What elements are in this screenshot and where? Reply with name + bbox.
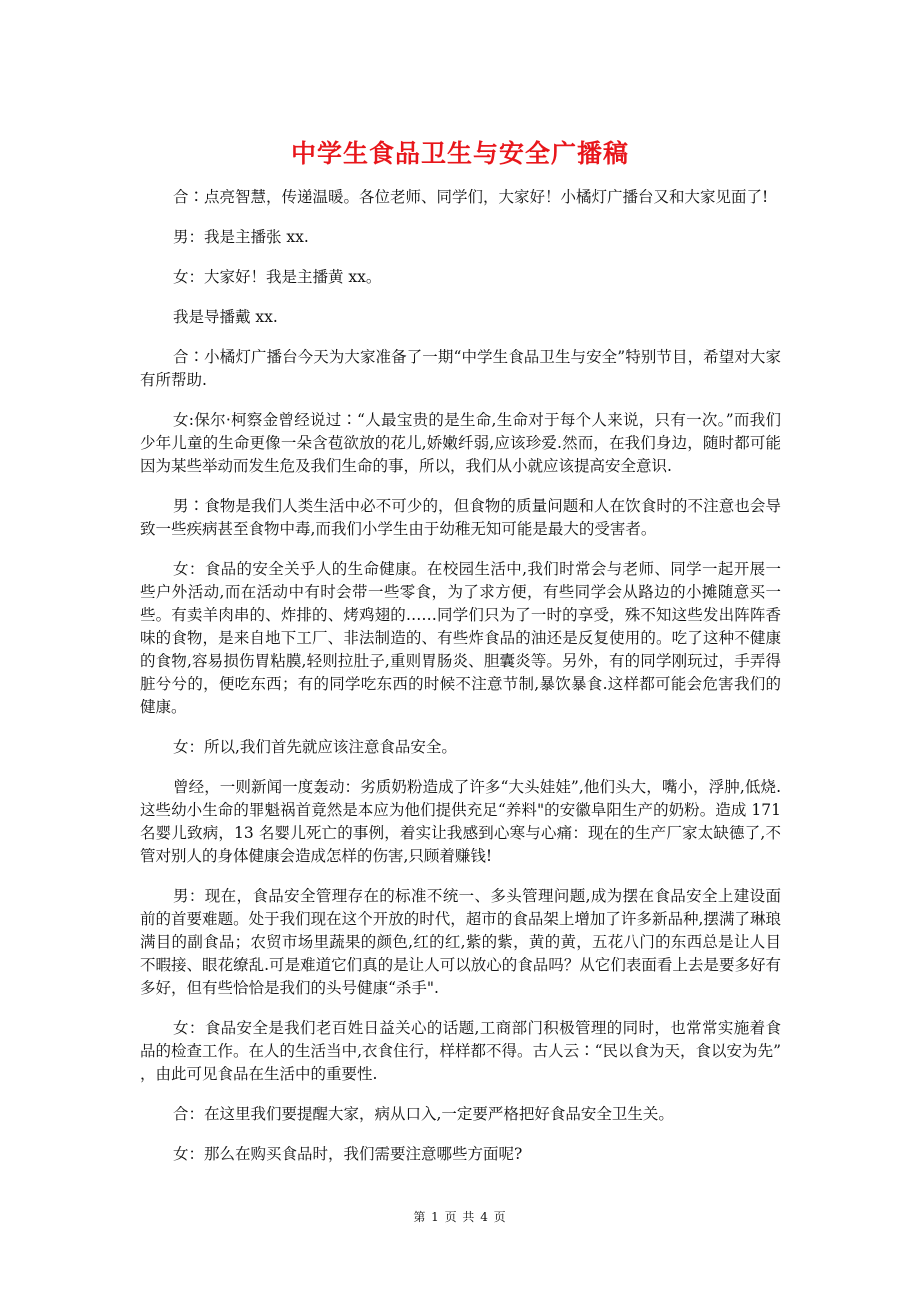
paragraph: 男：现在，食品安全管理存在的标准不统一、多头管理问题,成为摆在食品安全上建设面前的首要难题。处于我们现在这个开放的时代，超市的食品架上增加了许多新品种,摆满了琳琅满目的副食品；农贸市场里蔬果的颜色,红的红,紫的紫，黄的黄，五花八门的东西总是让人目不暇接、眼花缭乱.可是难道它们真的是让人可以放心的食品吗？从它们表面看上去是要多好有多好，但有些恰恰是我们的头号健康“杀手". [140,887,781,997]
paragraph: 女：食品的安全关乎人的生命健康。在校园生活中,我们时常会与老师、同学一起开展一些户外活动,而在活动中有时会带一些零食，为了求方便，有些同学会从路边的小摊随意买一些。有卖羊肉串的、炸排的、烤鸡翅的……同学们只为了一时的享受，殊不知这些发出阵阵香味的食物，是来自地下工厂、非法制造的、有些炸食品的油还是反复使用的。吃了这种不健康的食物,容易损伤胃粘膜,轻则拉肚子,重则胃肠炎、胆囊炎等。另外，有的同学刚玩过，手弄得脏兮兮的，便吃东西；有的同学吃东西的时候不注意节制,暴饮暴食.这样都可能会危害我们的健康。 [140,560,781,716]
paragraph: 男∶食物是我们人类生活中必不可少的，但食物的质量问题和人在饮食时的不注意也会导致一些疾病甚至食物中毒,而我们小学生由于幼稚无知可能是最大的受害者。 [140,497,781,538]
paragraph: 女：食品安全是我们老百姓日益关心的话题,工商部门积极管理的同时，也常常实施着食品的检查工作。在人的生活当中,衣食住行，样样都不得。古人云∶“民以食为天，食以安为先” ，由此可见食品在生活中的重要性. [140,1019,781,1083]
paragraph: 女：大家好！我是主播黄 xx。 [173,268,382,286]
paragraph: 曾经，一则新闻一度轰动：劣质奶粉造成了许多“大头娃娃”,他们头大，嘴小，浮肿,低烧.这些幼小生命的罪魁祸首竟然是本应为他们提供充足“养料"的安徽阜阳生产的奶粉。造成 171 名婴儿致病，13 名婴儿死亡的事例，着实让我感到心寒与心痛：现在的生产厂家太缺德了,不管对别人的身体健康会造成怎样的伤害,只顾着赚钱! [140,778,781,865]
paragraph: 合∶点亮智慧，传递温暖。各位老师、同学们，大家好！小橘灯广播台又和大家见面了! [173,188,769,206]
paragraph: 我是导播戴 xx. [173,308,278,326]
paragraph: 合：在这里我们要提醒大家，病从口入,一定要严格把好食品安全卫生关。 [173,1105,674,1123]
paragraph: 女：所以,我们首先就应该注意食品安全。 [173,738,457,756]
document-title: 中学生食品卫生与安全广播稿 [290,139,629,168]
page-footer: 第 1 页 共 4 页 [413,1210,507,1224]
paragraph: 女:保尔·柯察金曾经说过∶“人最宝贵的是生命,生命对于每个人来说，只有一次。”而我们少年儿童的生命更像一朵含苞欲放的花儿,娇嫩纤弱,应该珍爱.然而，在我们身边，随时都可能因为某些举动而发生危及我们生命的事，所以，我们从小就应该提高安全意识. [140,411,781,475]
paragraph: 合∶小橘灯广播台今天为大家准备了一期“中学生食品卫生与安全”特别节目，希望对大家有所帮助. [140,348,781,389]
paragraph: 男：我是主播张 xx. [173,228,309,246]
document-body [140,186,781,1183]
paragraph: 女：那么在购买食品时，我们需要注意哪些方面呢? [173,1145,523,1163]
